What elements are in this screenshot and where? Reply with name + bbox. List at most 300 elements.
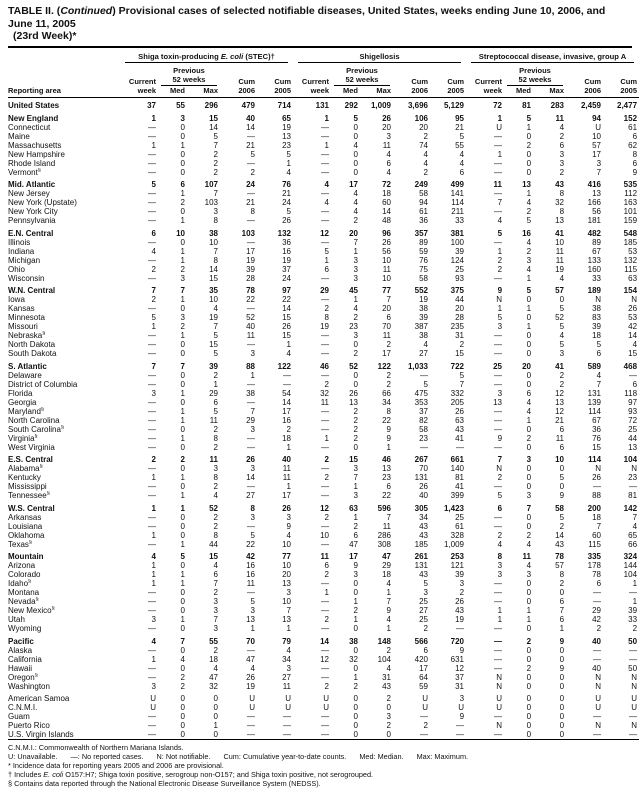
value-cell: 0 [180, 663, 185, 673]
table-row [8, 141, 639, 150]
value-cell: 3 [497, 388, 503, 398]
y2005-label: 2005 [603, 86, 639, 98]
value-cell: 6 [632, 158, 638, 168]
value-cell: 9 [286, 521, 291, 531]
value-cell: — [321, 482, 329, 491]
value-cell: 4 [526, 198, 532, 207]
value-cell: 3 [151, 388, 156, 398]
title-part3: ) Provisional cases of selected notifiable diseases, United States, weeks ending June 10, 2006, and June 11, 2005 [8, 5, 606, 30]
value-cell: 0 [559, 464, 565, 473]
value-cell: 5 [423, 579, 428, 588]
value-cell: — [321, 663, 329, 673]
value-cell: 1 [526, 304, 532, 313]
value-cell: 17 [246, 246, 255, 256]
value-cell: 2 [353, 406, 358, 416]
table-row [8, 358, 639, 371]
value-cell: 10 [176, 228, 185, 238]
value-cell: 9 [497, 286, 503, 295]
table-row [8, 97, 639, 110]
value-cell: 37 [455, 672, 465, 682]
value-cell: 8 [559, 189, 565, 198]
value-cell: 9 [559, 491, 565, 500]
value-cell: — [247, 712, 255, 721]
y2006-label: 2006 [566, 86, 603, 98]
value-cell: 8 [386, 406, 391, 416]
value-cell: — [283, 370, 291, 380]
value-cell: 7 [213, 615, 218, 624]
value-cell: 13 [282, 615, 291, 624]
value-cell: — [629, 370, 638, 380]
value-cell: 18 [592, 512, 602, 522]
table-row [8, 473, 639, 482]
value-cell: 4 [250, 663, 255, 673]
value-cell: N [631, 721, 638, 730]
value-cell: — [247, 340, 255, 349]
value-cell: 13 [555, 397, 565, 407]
value-cell: 181 [587, 216, 602, 225]
value-cell: 2 [497, 264, 503, 274]
value-cell: 7 [180, 636, 185, 646]
value-cell: 0 [353, 167, 358, 177]
reporting-area-cell: Minnesota [8, 313, 45, 322]
value-cell: 2 [324, 681, 329, 691]
value-cell: 0 [353, 340, 358, 349]
value-cell: — [148, 189, 156, 198]
value-cell: — [148, 273, 156, 283]
value-cell: 34 [382, 397, 391, 407]
value-cell: 3 [151, 681, 156, 691]
reporting-area-cell: Pennsylvania [8, 216, 56, 225]
value-cell: 26 [628, 304, 638, 313]
value-cell: — [494, 624, 503, 633]
value-cell: 14 [628, 331, 638, 340]
table-row [8, 322, 639, 331]
value-cell: 3 [386, 712, 391, 721]
value-cell: 3 [180, 273, 185, 283]
value-cell: 67 [592, 246, 602, 256]
value-cell: — [283, 379, 291, 389]
value-cell: 72 [382, 180, 391, 189]
value-cell: 95 [455, 113, 465, 123]
value-cell: — [247, 588, 255, 597]
y2005-label: 2005 [257, 86, 293, 98]
value-cell: 65 [282, 113, 291, 123]
value-cell: U [458, 703, 465, 712]
value-cell: — [148, 624, 156, 633]
value-cell: 3 [497, 570, 503, 579]
value-cell: 0 [526, 131, 532, 141]
value-cell: 0 [526, 521, 532, 531]
value-cell: — [148, 406, 156, 416]
value-cell: 9 [559, 636, 565, 646]
value-cell: 0 [526, 703, 532, 712]
value-cell: 2 [353, 424, 358, 434]
value-cell: 0 [559, 694, 565, 703]
value-cell: — [494, 349, 503, 358]
med-label: Med [504, 86, 533, 98]
value-cell: 41 [455, 433, 465, 443]
value-cell: 58 [555, 503, 565, 513]
value-cell: 15 [209, 273, 218, 283]
value-cell: 2 [353, 521, 358, 531]
table-row [8, 123, 639, 132]
value-cell: 14 [246, 122, 255, 132]
value-cell: 1 [353, 295, 358, 304]
value-cell: 1 [324, 113, 329, 123]
value-cell: U [595, 703, 602, 712]
value-cell: 17 [419, 663, 428, 673]
value-cell: 0 [526, 624, 532, 633]
value-cell: 13 [628, 442, 638, 452]
table-row [8, 380, 639, 389]
value-cell: 7 [213, 322, 218, 331]
value-cell: 535 [623, 180, 638, 189]
value-cell: 8 [632, 149, 638, 159]
value-cell: 5 [353, 113, 358, 123]
value-cell: — [629, 712, 638, 721]
value-cell: 1 [386, 588, 391, 597]
value-cell: 235 [450, 322, 465, 331]
value-cell: 2 [213, 167, 218, 177]
value-cell: — [148, 122, 156, 132]
value-cell: — [148, 216, 156, 225]
value-cell: 0 [180, 694, 185, 703]
reporting-area-cell: Missouri [8, 322, 38, 331]
reporting-area-label: Reporting area [8, 86, 120, 98]
value-cell: 8 [213, 433, 218, 443]
value-cell: 0 [180, 624, 185, 633]
value-cell: 7 [497, 455, 503, 464]
value-cell: — [148, 349, 156, 358]
value-cell: 67 [592, 415, 602, 425]
value-cell: — [321, 167, 329, 177]
value-cell: 20 [522, 361, 532, 371]
value-cell: 39 [628, 606, 638, 615]
value-cell: 20 [455, 304, 465, 313]
value-cell: — [148, 424, 156, 434]
value-cell: 24 [282, 198, 291, 207]
value-cell: 154 [623, 286, 638, 295]
value-cell: 13 [555, 216, 565, 225]
value-cell: 56 [382, 246, 391, 256]
value-cell: 66 [628, 539, 638, 549]
value-cell: 0 [180, 304, 185, 313]
reporting-area-cell: Mountain [8, 552, 44, 561]
value-cell: 189 [587, 286, 602, 295]
value-cell: 9 [459, 712, 465, 721]
value-cell: — [494, 415, 503, 425]
value-cell: 308 [377, 539, 391, 549]
value-cell: 0 [526, 645, 532, 655]
value-cell: 11 [555, 246, 565, 256]
value-cell: 61 [455, 521, 465, 531]
value-cell: 1 [353, 615, 358, 624]
reporting-area-cell: Maryland§ [8, 406, 44, 416]
value-cell: 40 [282, 455, 291, 464]
value-cell: 60 [382, 198, 391, 207]
value-cell: 0 [180, 442, 185, 452]
value-cell: 52 [349, 361, 358, 371]
value-cell: 16 [282, 246, 291, 256]
value-cell: N [595, 295, 602, 304]
value-cell: 1 [180, 570, 185, 579]
value-cell: 4 [151, 246, 156, 256]
reporting-area-cell: Tennessee§ [8, 491, 50, 500]
value-cell: 10 [382, 255, 391, 265]
table-row [8, 371, 639, 380]
value-cell: 159 [623, 216, 638, 225]
value-cell: U [631, 694, 638, 703]
value-cell: — [494, 158, 503, 168]
value-cell: 1 [324, 588, 329, 597]
value-cell: 9 [353, 561, 358, 570]
value-cell: 335 [587, 552, 602, 561]
value-cell: 3 [213, 207, 218, 216]
value-cell: U [285, 694, 291, 703]
value-cell: 0 [213, 694, 218, 703]
value-cell: N [595, 721, 602, 730]
value-cell: — [494, 597, 503, 606]
value-cell: 14 [320, 636, 329, 646]
value-cell: 43 [555, 539, 565, 549]
value-cell: 57 [555, 561, 565, 570]
value-cell: — [494, 340, 503, 349]
value-cell: 43 [419, 530, 428, 540]
table-title [8, 5, 632, 43]
table-row [8, 513, 639, 522]
value-cell: 33 [592, 273, 602, 283]
value-cell: 104 [623, 570, 638, 579]
value-cell: 14 [246, 473, 255, 482]
value-cell: 18 [592, 331, 602, 340]
table-row [8, 198, 639, 207]
value-cell: 0 [353, 579, 358, 588]
value-cell: 2 [353, 349, 358, 358]
value-cell: 7 [286, 606, 291, 615]
value-cell: 1 [526, 322, 532, 331]
value-cell: 5 [286, 207, 291, 216]
value-cell: 11 [246, 331, 255, 340]
title-continued: Continued [60, 5, 113, 17]
value-cell: 6 [632, 131, 638, 141]
value-cell: 3 [526, 255, 532, 265]
value-cell: 2 [151, 264, 156, 274]
value-cell: 43 [419, 570, 428, 579]
value-cell: 77 [382, 286, 391, 295]
value-cell: 53 [628, 246, 638, 256]
value-cell: 0 [526, 579, 532, 588]
value-cell: 0 [180, 645, 185, 655]
value-cell: 0 [180, 167, 185, 177]
value-cell: — [148, 588, 156, 597]
value-cell: 27 [419, 606, 428, 615]
value-cell: 23 [282, 140, 291, 150]
value-cell: 35 [209, 286, 218, 295]
value-cell: 1 [151, 654, 156, 664]
value-cell: — [494, 237, 503, 247]
value-cell: 305 [414, 503, 428, 513]
value-cell: 475 [414, 388, 428, 398]
spacer-cell [430, 63, 466, 75]
value-cell: — [247, 237, 255, 247]
value-cell: 15 [209, 113, 218, 123]
value-cell: 29 [209, 388, 218, 398]
value-cell: 0 [353, 624, 358, 633]
value-cell: 76 [282, 180, 291, 189]
value-cell: 0 [526, 654, 532, 664]
value-cell: 7 [213, 140, 218, 150]
reporting-area-cell: Oklahoma [8, 530, 45, 540]
value-cell: 11 [382, 140, 391, 150]
value-cell: U [496, 703, 503, 712]
value-cell: 88 [246, 361, 255, 371]
value-cell: 2 [423, 624, 428, 633]
value-cell: 58 [419, 189, 428, 198]
value-cell: N [595, 464, 602, 473]
value-cell: 1 [180, 579, 185, 588]
value-cell: 2 [559, 579, 565, 588]
value-cell: 10 [320, 530, 329, 540]
value-cell: 46 [382, 455, 391, 464]
table-row [8, 110, 639, 123]
value-cell: 37 [419, 406, 428, 416]
weeks52-label: 52 weeks [504, 75, 566, 86]
title-rule [8, 46, 632, 48]
value-cell: 7 [213, 189, 218, 198]
value-cell: 2 [286, 424, 291, 434]
value-cell: 40 [592, 636, 602, 646]
value-cell: — [321, 579, 329, 588]
reporting-area-cell: Montana [8, 588, 40, 597]
value-cell: 88 [592, 491, 602, 500]
value-cell: 1 [286, 624, 291, 633]
reporting-area-cell: North Carolina [8, 415, 60, 425]
value-cell: 5 [559, 473, 565, 482]
reporting-area-cell: Nevada§ [8, 597, 39, 606]
value-cell: 3 [459, 579, 465, 588]
value-cell: 21 [246, 198, 255, 207]
value-cell: 20 [382, 304, 391, 313]
value-cell: 2 [324, 473, 329, 482]
value-cell: 131 [414, 473, 428, 482]
value-cell: 22 [382, 491, 391, 500]
value-cell: 8 [497, 552, 503, 561]
reporting-area-cell: E.S. Central [8, 455, 53, 464]
value-cell: 23 [419, 433, 428, 443]
table-row [8, 207, 639, 216]
value-cell: U [595, 694, 602, 703]
value-cell: 9 [386, 424, 391, 434]
value-cell: 2 [180, 322, 185, 331]
value-cell: 1 [250, 624, 255, 633]
value-cell: 0 [213, 730, 218, 739]
value-cell: 26 [455, 597, 465, 606]
value-cell: 1 [180, 189, 185, 198]
current-label: Current [301, 76, 329, 86]
value-cell: 25 [493, 361, 503, 371]
value-cell: 0 [353, 694, 358, 703]
value-cell: 15 [209, 552, 218, 561]
value-cell: 482 [587, 228, 602, 238]
value-cell: 25 [455, 264, 465, 274]
value-cell: 14 [209, 264, 218, 274]
value-cell: — [283, 730, 291, 739]
value-cell: 332 [450, 388, 465, 398]
max-label: Max [360, 86, 393, 98]
value-cell: 41 [555, 361, 565, 371]
value-cell: 253 [450, 552, 465, 561]
value-cell: 1 [180, 331, 185, 340]
value-cell: 2 [213, 482, 218, 491]
reporting-area-cell: Louisiana [8, 521, 43, 531]
value-cell: 57 [592, 140, 602, 150]
value-cell: 2 [386, 694, 391, 703]
table-row [8, 712, 639, 721]
value-cell: 3 [353, 264, 358, 274]
value-cell: 16 [246, 570, 255, 579]
value-cell: 64 [419, 672, 428, 682]
value-cell: 27 [246, 491, 255, 500]
value-cell: — [321, 606, 329, 615]
value-cell: 52 [246, 313, 255, 322]
value-cell: 58 [419, 273, 428, 283]
reporting-area-cell: Iowa [8, 295, 25, 304]
value-cell: 8 [213, 255, 218, 265]
legend-max: Max: Maximum. [416, 752, 469, 761]
value-cell: 5 [596, 340, 602, 349]
value-cell: 17 [349, 180, 358, 189]
value-cell: 0 [526, 313, 532, 322]
value-cell: 1 [286, 158, 291, 168]
weeks52-label: 52 weeks [331, 75, 393, 86]
value-cell: 1 [353, 246, 358, 256]
value-cell: — [629, 588, 638, 597]
value-cell: 1 [180, 295, 185, 304]
reporting-area-cell: Colorado [8, 570, 41, 579]
value-cell: 0 [353, 158, 358, 168]
stec-label-ecoli: E. coli [220, 51, 244, 61]
table-row [8, 349, 639, 358]
value-cell: 19 [209, 313, 218, 322]
reporting-area-cell: Michigan [8, 255, 41, 265]
value-cell: 32 [209, 681, 218, 691]
value-cell: 1 [353, 597, 358, 606]
value-cell: 28 [246, 273, 255, 283]
value-cell: 12 [320, 503, 329, 513]
spacer-cell [257, 63, 293, 75]
value-cell: 1,033 [407, 361, 428, 371]
value-cell: 2 [526, 207, 532, 216]
value-cell: 200 [587, 503, 602, 513]
value-cell: — [494, 645, 503, 655]
value-cell: 0 [559, 482, 565, 491]
value-cell: 26 [382, 113, 391, 123]
value-cell: 0 [386, 730, 391, 739]
spacer-cell [8, 52, 120, 64]
value-cell: 2 [213, 512, 218, 522]
value-cell: 0 [353, 645, 358, 655]
value-cell: 18 [282, 433, 291, 443]
value-cell: 6 [526, 388, 532, 398]
value-cell: 131 [315, 101, 329, 110]
value-cell: 6 [423, 645, 428, 655]
value-cell: 4 [180, 654, 185, 664]
value-cell: 3 [213, 597, 218, 606]
value-cell: 54 [282, 388, 291, 398]
value-cell: 4 [632, 340, 638, 349]
value-cell: — [321, 730, 329, 739]
value-cell: 11 [382, 331, 391, 340]
